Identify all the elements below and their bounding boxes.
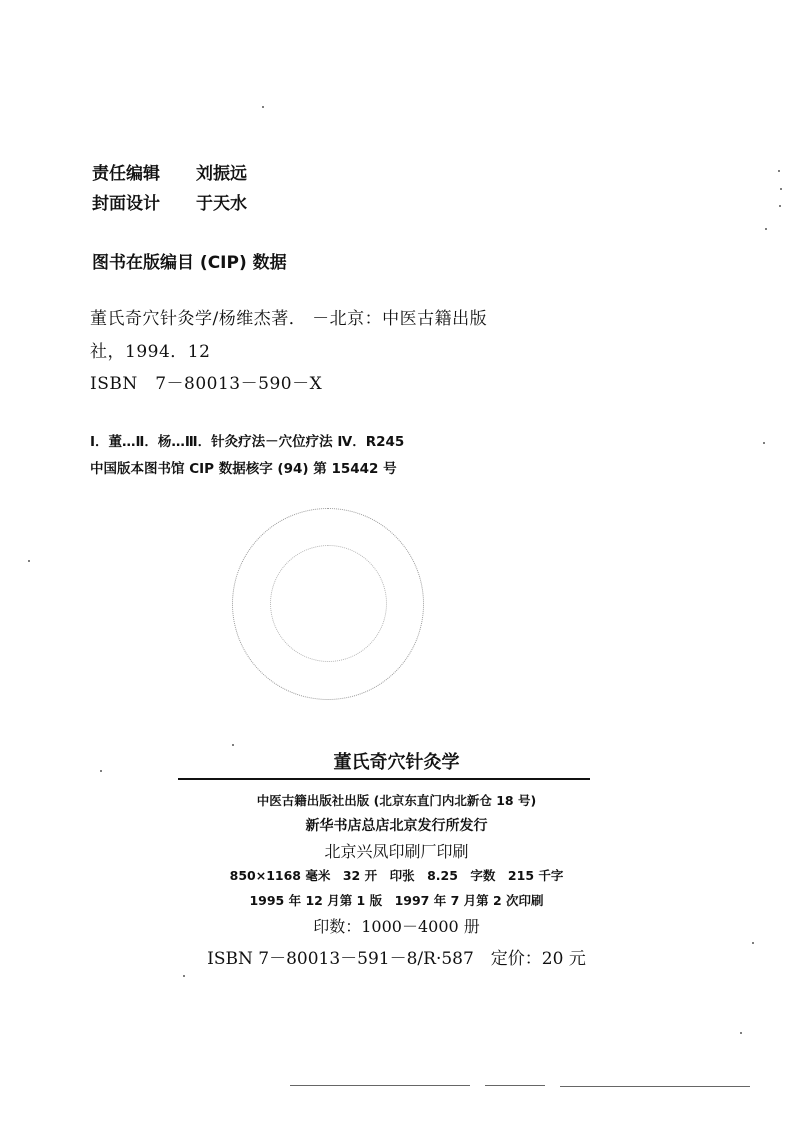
scan-speck (100, 770, 102, 772)
colophon-publisher: 中医古籍出版社出版 (北京东直门内北新仓 18 号) (256, 793, 537, 808)
colophon-isbn-price: ISBN 7－80013－591－8/R·587 定价：20 元 (207, 949, 586, 969)
colophon-specs: 850×1168 毫米 32 开 印张 8.25 字数 215 千字 (229, 868, 564, 883)
cip-line-date: 社，1994．12 (90, 342, 211, 362)
scan-speck (763, 442, 765, 444)
colophon-print-run: 印数：1000－4000 册 (313, 917, 480, 936)
cip-line-title: 董氏奇穴针灸学/杨维杰著． －北京：中医古籍出版 (90, 309, 488, 329)
scan-artifact-line (560, 1086, 750, 1087)
cip-heading: 图书在版编目 (CIP) 数据 (92, 253, 287, 273)
library-stamp-inner-ring (270, 545, 387, 662)
scan-artifact-line (485, 1085, 545, 1086)
scan-speck (232, 744, 234, 746)
colophon-editions: 1995 年 12 月第 1 版 1997 年 7 月第 2 次印刷 (249, 893, 544, 908)
scan-speck (765, 228, 767, 230)
cover-designer-label: 封面设计 (92, 194, 160, 214)
scan-speck (28, 560, 30, 562)
scan-speck (262, 106, 264, 108)
scan-speck (780, 188, 782, 190)
scan-speck (778, 170, 780, 172)
editor-name: 刘振远 (196, 164, 247, 184)
scan-speck (752, 942, 754, 944)
editor-label: 责任编辑 (92, 164, 160, 184)
colophon-rule (178, 778, 590, 780)
scan-speck (779, 205, 781, 207)
scan-speck (183, 975, 185, 977)
cip-line-catalog-number: 中国版本图书馆 CIP 数据核字 (94) 第 15442 号 (90, 461, 397, 477)
colophon-printer: 北京兴凤印刷厂印刷 (324, 842, 469, 861)
colophon-book-title: 董氏奇穴针灸学 (333, 752, 460, 773)
cip-line-classification: Ⅰ．董…Ⅱ．杨…Ⅲ．针灸疗法－穴位疗法 Ⅳ．R245 (90, 434, 405, 450)
scan-artifact-line (290, 1085, 470, 1086)
scan-speck (740, 1032, 742, 1034)
cover-designer-name: 于天水 (196, 194, 247, 214)
colophon-distributor: 新华书店总店北京发行所发行 (305, 818, 488, 834)
cip-line-isbn: ISBN 7－80013－590－X (90, 374, 323, 394)
